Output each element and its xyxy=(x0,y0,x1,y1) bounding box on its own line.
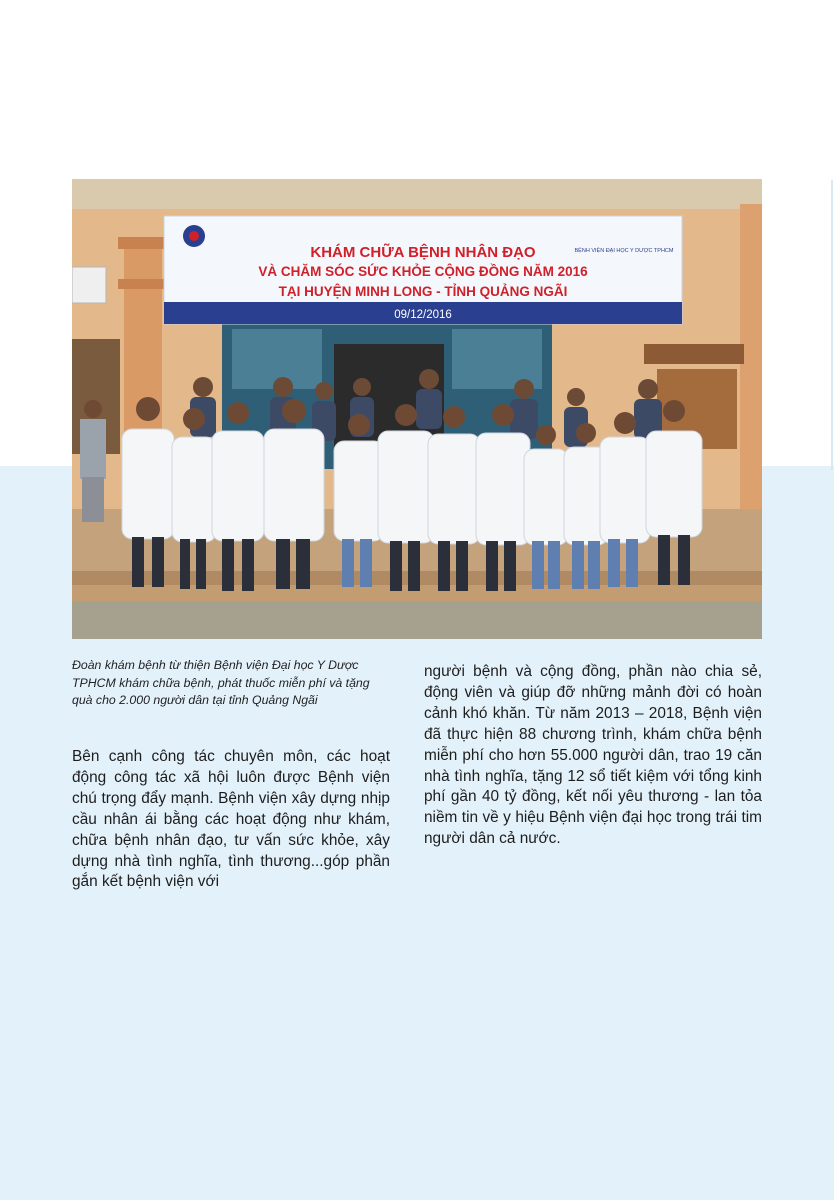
group-photo xyxy=(72,179,762,639)
banner-line-2: VÀ CHĂM SÓC SỨC KHỎE CỘNG ĐỒNG NĂM 2016 xyxy=(258,264,588,279)
banner-line-3: TẠI HUYỆN MINH LONG - TỈNH QUẢNG NGÃI xyxy=(278,284,568,299)
banner-org: BỆNH VIỆN ĐẠI HỌC Y DƯỢC TPHCM xyxy=(574,248,674,254)
body-text-right: người bệnh và cộng đồng, phần nào chia sẻ, động viên và giúp đỡ những mảnh đời có hoàn cảnh khó khăn. Từ năm 2013 – 2018, Bệnh viện đã thực hiện 88 chương trình, khám chữa bệnh miễn phí cho hơn 55.000 người dân, trao 19 căn nhà tình nghĩa, tặng 12 sổ tiết kiệm với tổng kinh phí gần 40 tỷ đồng, kết nối yêu thương - lan tỏa niềm tin về y hiệu Bệnh viện đại học trong trái tim người dân cả nước. xyxy=(424,663,762,848)
banner-date: 09/12/2016 xyxy=(394,309,452,321)
edge-rule xyxy=(831,180,833,470)
photo-caption: Đoàn khám bệnh từ thiện Bệnh viện Đại học Y Dược TPHCM khám chữa bệnh, phát thuốc miễn phí và tặng quà cho 2.000 người dân tại tỉnh Quảng Ngãi xyxy=(72,658,370,707)
banner-line-1: KHÁM CHỮA BỆNH NHÂN ĐẠO xyxy=(310,244,536,261)
body-text-left: Bên cạnh công tác chuyên môn, các hoạt động công tác xã hội luôn được Bệnh viện chú trọng đẩy mạnh. Bệnh viện xây dựng nhịp cầu nhân ái bằng các hoạt động như khám, chữa bệnh nhân đạo, tư vấn sức khỏe, xây dựng nhà tình nghĩa, tình thương...góp phần gắn kết bệnh viện với xyxy=(72,748,390,891)
